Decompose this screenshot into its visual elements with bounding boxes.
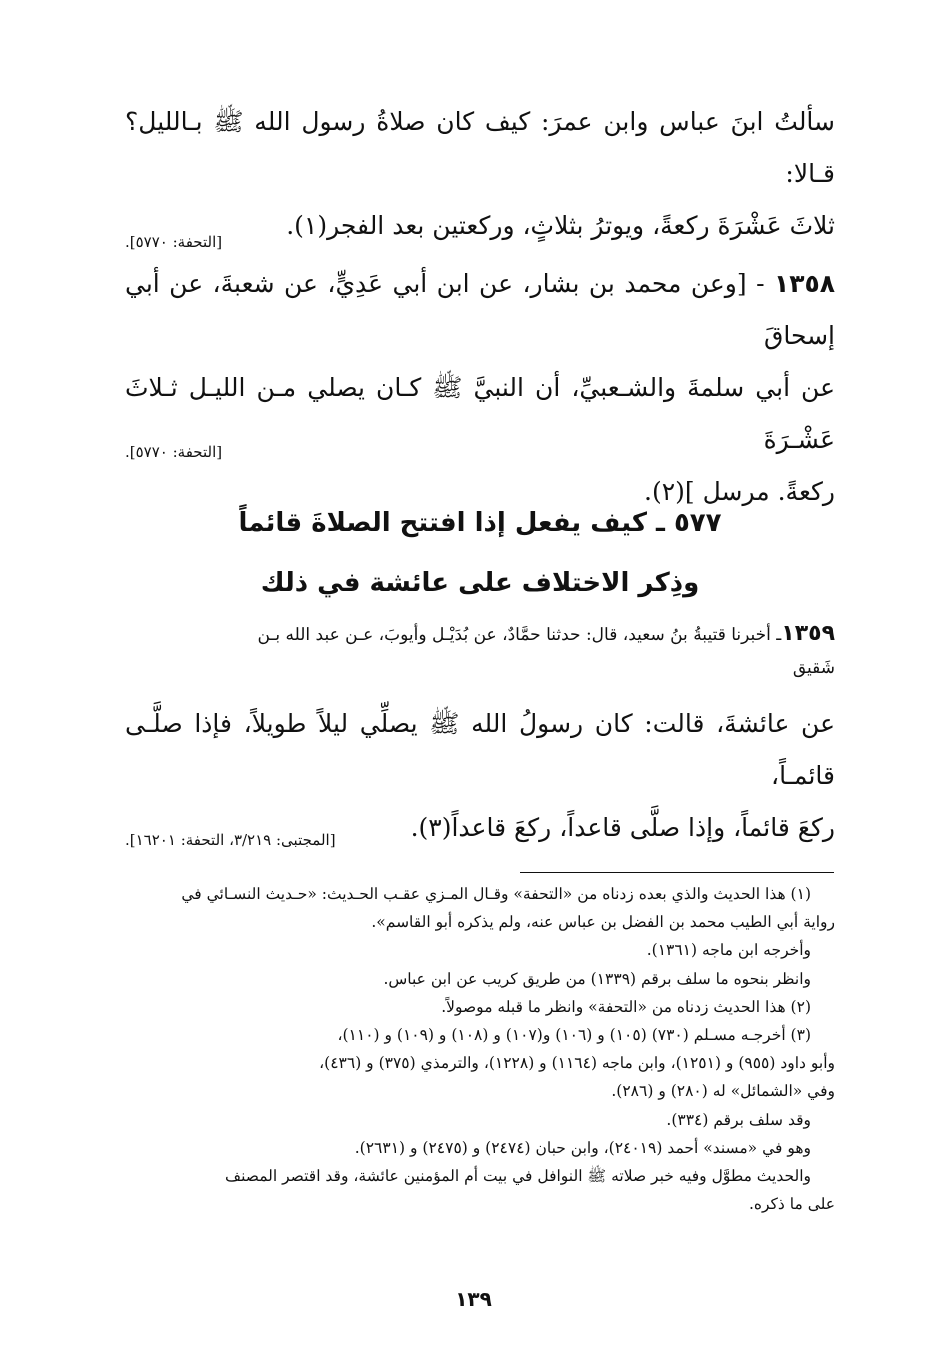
footnote-line: (٢) هذا الحديث زدناه من «التحفة» وانظر ما قبله موصولاً. xyxy=(441,997,811,1016)
text-line: شَقيق xyxy=(792,658,835,678)
hadith-number: ١٣٥٩ xyxy=(781,621,835,646)
tuhfa-reference: [التحفة: ٥٧٧٠]. xyxy=(125,443,223,461)
chapter-heading xyxy=(125,503,835,603)
footnote-line: وأخرجه ابن ماجه (١٣٦١). xyxy=(646,941,811,960)
hadith-1359-isnad xyxy=(125,617,835,685)
text-line: ١٣٥٩ـ أخبرنا قتيبةُ بنُ سعيد، قال: حدثنا حمَّادٌ، عن بُدَيْـل وأيوبَ، عـن عبد الله بـن xyxy=(257,621,835,646)
text-line: ثلاثَ عَشْرَةَ ركعةً، ويوترُ بثلاثٍ، وركعتين بعد الفجر(١). xyxy=(286,211,835,240)
hadith-number: ١٣٥٨ xyxy=(773,269,835,298)
footnote-line: رواية أبي الطيب محمد بن الفضل بن عباس عنه، ولم يذكره أبو القاسم». xyxy=(371,913,835,932)
hadith-1358 xyxy=(125,258,835,518)
footnote-line: وهو في «مسند» أحمد (٢٤٠١٩)، وابن حبان (٢٤٧٤) و (٢٤٧٥) و (٢٦٣١). xyxy=(354,1138,811,1157)
footnote-line: وقد سلف برقم (٣٣٤). xyxy=(666,1110,811,1129)
text-line: ركعَ قائماً، وإذا صلَّى قاعداً، ركعَ قاعداً(٣). xyxy=(410,813,835,842)
mujtaba-tuhfa-reference: [المجتبى: ٣/٢١٩، التحفة: ١٦٢٠١]. xyxy=(125,831,336,849)
footnote-line: والحديث مطوَّل وفيه خبر صلاته ﷺ النوافل في بيت أم المؤمنين عائشة، وقد اقتصر المصنف xyxy=(225,1167,811,1186)
chapter-title-line: ٥٧٧ ـ كيف يفعل إذا افتتح الصلاةَ قائماً xyxy=(238,508,722,538)
page-number: ١٣٩ xyxy=(455,1287,492,1311)
footnote-separator xyxy=(520,872,834,873)
footnote-line: (١) هذا الحديث والذي بعده زدناه من «التحفة» وقـال المـزي عقـب الحـديث: «حـديث النسـائي في xyxy=(181,885,811,903)
footnote-line: على ما ذكره. xyxy=(748,1195,835,1214)
text-line: ١٣٥٨ - [وعن محمد بن بشار، عن ابن أبي عَدِيٍّ، عن شعبةَ، عن أبي إسحاقَ xyxy=(125,269,835,350)
text-line: ركعةً. مرسل ](٢). xyxy=(644,477,835,506)
footnote-line: وانظر بنحوه ما سلف برقم (١٣٣٩) من طريق كريب عن ابن عباس. xyxy=(383,969,811,988)
footnote-line: وأبو داود (٩٥٥) و (١٢٥١)، وابن ماجه (١١٦٤) و (١٢٢٨)، والترمذي (٣٧٥) و (٤٣٦)، xyxy=(319,1054,835,1073)
chapter-subtitle-line: وذِكر الاختلاف على عائشة في ذلك xyxy=(260,568,700,598)
footnote-line: وفي «الشمائل» له (٢٨٠) و (٢٨٦). xyxy=(611,1082,835,1101)
text-line: عن عائشةَ، قالت: كان رسولُ الله ﷺ يصلِّي ليلاً طويلاً، فإذا صلَّـى قائمـاً، xyxy=(125,709,835,790)
hadith-text-continuation xyxy=(125,96,835,252)
footnote-line: (٣) أخرجـه مسـلم (٧٣٠) (١٠٥) و (١٠٦) و(١٠٧) و (١٠٨) و (١٠٩) و (١١٠)، xyxy=(337,1026,811,1045)
footnotes xyxy=(125,880,835,1218)
tuhfa-reference: [التحفة: ٥٧٧٠]. xyxy=(125,233,223,251)
text-line: سألتُ ابنَ عباس وابن عمرَ: كيف كان صلاةُ رسول الله ﷺ بـالليل؟ قـالا: xyxy=(125,107,835,188)
text-line: عن أبي سلمةَ والشـعبيِّ، أن النبيَّ ﷺ كـان يصلي مـن الليـل ثـلاثَ عَشْـرَةَ xyxy=(125,373,835,454)
